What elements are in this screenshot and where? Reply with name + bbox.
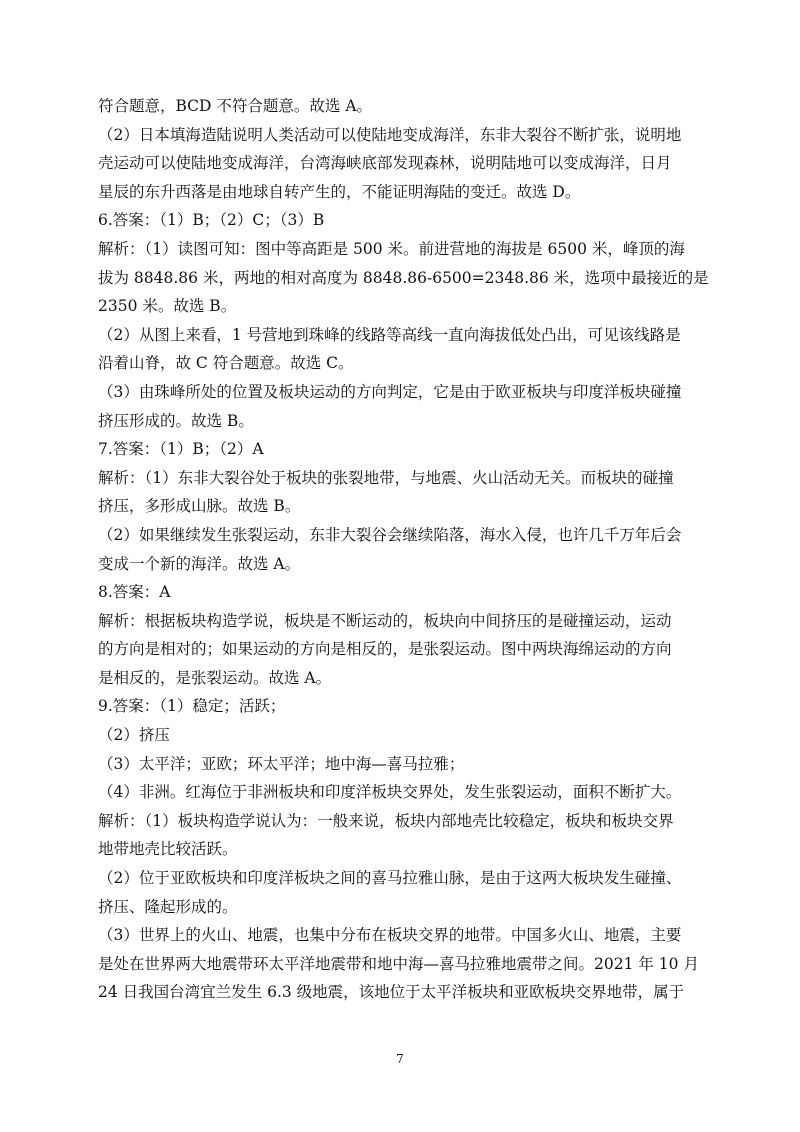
text-line: 解析：根据板块构造学说，板块是不断运动的，板块向中间挤压的是碰撞运动，运动 <box>98 611 672 630</box>
text-line: 解析：（1）读图可知：图中等高距是 500 米。前进营地的海拔是 6500 米，峰顶的海 <box>98 239 685 258</box>
text-line: 挤压，多形成山脉。故选 B。 <box>98 497 301 516</box>
text-line: 拔为 8848.86 米，两地的相对高度为 8848.86-6500=2348.86 米，选项中最接近的是 <box>98 268 709 287</box>
text-line: 是相反的，是张裂运动。故选 A。 <box>98 668 332 687</box>
text-line: （2）日本填海造陆说明人类活动可以使陆地变成海洋，东非大裂谷不断扩张，说明地 <box>98 125 682 144</box>
answer-heading-9: 9.答案：（1）稳定；活跃； <box>98 697 286 716</box>
text-line: （3）由珠峰所处的位置及板块运动的方向判定，它是由于欧亚板块与印度洋板块碰撞 <box>98 382 682 401</box>
text-line: 解析：（1）板块构造学说认为：一般来说，板块内部地壳比较稳定，板块和板块交界 <box>98 811 674 830</box>
text-line: （3）世界上的火山、地震，也集中分布在板块交界的地带。中国多火山、地震，主要 <box>98 926 682 945</box>
text-line: 挤压形成的。故选 B。 <box>98 411 254 430</box>
text-line: （2）从图上来看，1 号营地到珠峰的线路等高线一直向海拔低处凸出，可见该线路是 <box>98 325 681 344</box>
text-line: 挤压、隆起形成的。 <box>98 897 238 916</box>
text-line: 解析：（1）东非大裂谷处于板块的张裂地带，与地震、火山活动无关。而板块的碰撞 <box>98 468 674 487</box>
text-line: （2）挤压 <box>98 726 170 745</box>
text-line: 的方向是相对的；如果运动的方向是相反的，是张裂运动。图中两块海绵运动的方向 <box>98 640 672 659</box>
text-line: 沿着山脊，故 C 符合题意。故选 C。 <box>98 354 354 373</box>
text-line: （3）太平洋；亚欧；环太平洋；地中海—喜马拉雅； <box>98 754 465 773</box>
answer-heading-7: 7.答案：（1）B；（2）A <box>98 440 264 459</box>
text-line: （2）如果继续发生张裂运动，东非大裂谷会继续陷落，海水入侵，也许几千万年后会 <box>98 525 682 544</box>
text-line: 2350 米。故选 B。 <box>98 297 237 316</box>
text-line: 变成一个新的海洋。故选 A。 <box>98 554 301 573</box>
answer-heading-6: 6.答案：（1）B；（2）C；（3）B <box>98 211 325 230</box>
text-line: 星辰的东升西落是由地球自转产生的，不能证明海陆的变迁。故选 D。 <box>98 182 581 201</box>
text-line: 符合题意，BCD 不符合题意。故选 A。 <box>98 97 373 115</box>
text-line: 是处在世界两大地震带环太平洋地震带和地中海—喜马拉雅地震带之间。2021 年 10 月 <box>98 954 699 973</box>
text-line: 24 日我国台湾宜兰发生 6.3 级地震，该地位于太平洋板块和亚欧板块交界地带，属于 <box>98 983 685 1002</box>
text-line: （2）位于亚欧板块和印度洋板块之间的喜马拉雅山脉，是由于这两大板块发生碰撞、 <box>98 869 682 888</box>
text-line: （4）非洲。红海位于非洲板块和印度洋板块交界处，发生张裂运动，面积不断扩大。 <box>98 783 682 802</box>
document-body <box>98 92 710 1007</box>
text-line: 地带地壳比较活跃。 <box>98 840 238 859</box>
text-line: 壳运动可以使陆地变成海洋，台湾海峡底部发现森林，说明陆地可以变成海洋，日月 <box>98 154 672 173</box>
answer-heading-8: 8.答案：A <box>98 583 171 602</box>
page-number: 7 <box>396 1052 404 1066</box>
